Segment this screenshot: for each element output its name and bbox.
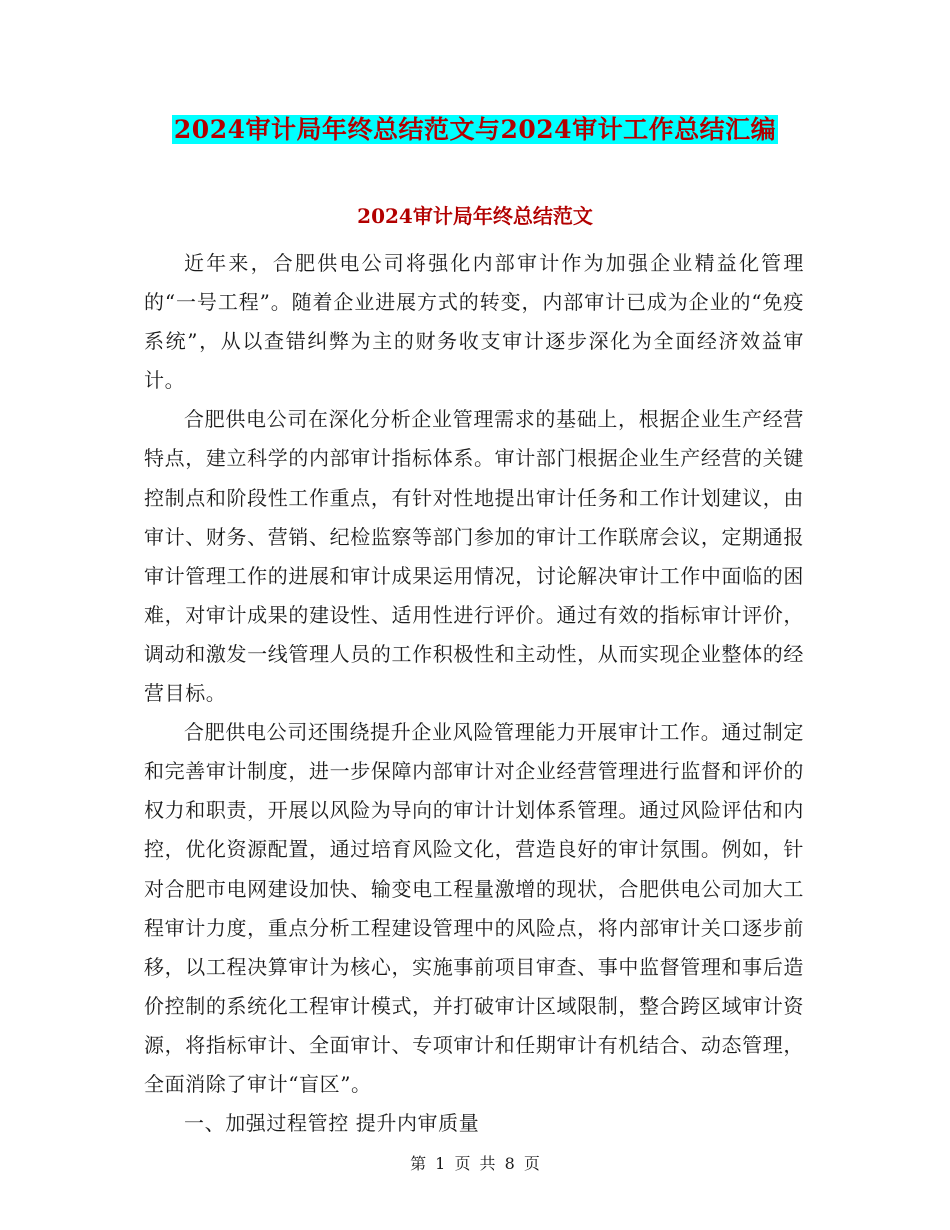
- paragraph: 合肥供电公司还围绕提升企业风险管理能力开展审计工作。通过制定和完善审计制度，进一步保障内部审计对企业经营管理进行监督和评价的权力和职责，开展以风险为导向的审计计划体系管理。通过风险评估和内控，优化资源配置，通过培育风险文化，营造良好的审计氛围。例如，针对合肥市电网建设加快、输变电工程量激增的现状，合肥供电公司加大工程审计力度，重点分析工程建设管理中的风险点，将内部审计关口逐步前移，以工程决算审计为核心，实施事前项目审查、事中监督管理和事后造价控制的系统化工程审计模式，并打破审计区域限制，整合跨区域审计资源，将指标审计、全面审计、专项审计和任期审计有机结合、动态管理，全面消除了审计“盲区”。: [144, 720, 804, 1096]
- section-title: 2024审计局年终总结范文: [357, 204, 593, 228]
- document-title: [0, 112, 950, 148]
- subheading: 一、加强过程管控 提升内审质量: [184, 1111, 480, 1136]
- document-body: [144, 244, 804, 1143]
- paragraph: 合肥供电公司在深化分析企业管理需求的基础上，根据企业生产经营特点，建立科学的内部审计指标体系。审计部门根据企业生产经营的关键控制点和阶段性工作重点，有针对性地提出审计任务和工作计划建议，由审计、财务、营销、纪检监察等部门参加的审计工作联席会议，定期通报审计管理工作的进展和审计成果运用情况，讨论解决审计工作中面临的困难，对审计成果的建设性、适用性进行评价。通过有效的指标审计评价，调动和激发一线管理人员的工作积极性和主动性，从而实现企业整体的经营目标。: [144, 407, 804, 706]
- paragraph: 近年来，合肥供电公司将强化内部审计作为加强企业精益化管理的“一号工程”。随着企业进展方式的转变，内部审计已成为企业的“免疫系统”，从以查错纠弊为主的财务收支审计逐步深化为全面经济效益审计。: [144, 251, 804, 393]
- page-footer: 第 1 页 共 8 页: [410, 1154, 540, 1173]
- document-title-text: 2024审计局年终总结范文与2024审计工作总结汇编: [173, 115, 777, 144]
